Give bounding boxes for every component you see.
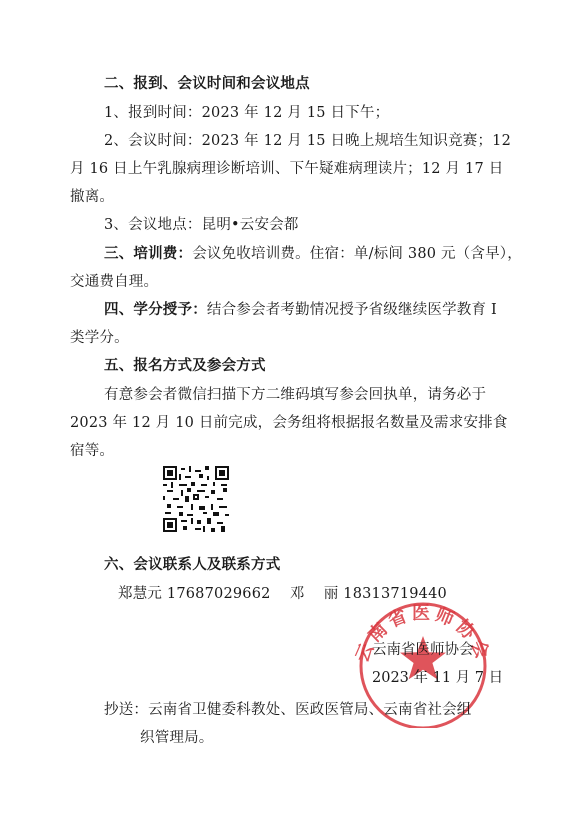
signature-org: 云南省医师协会 [372,642,474,658]
section-2-heading: 二、报到、会议时间和会议地点 [104,75,310,92]
contact-line: 郑慧元 17687029662 邓 丽 18313719440 [118,586,447,602]
signature-date: 2023 年 11 月 7 日 [372,670,504,686]
section-5-heading: 五、报名方式及参会方式 [104,357,266,374]
section-3-text: 会议免收培训费。住宿：单/标间 380 元（含早）， [192,246,522,262]
section-4-line-2: 类学分。 [70,330,129,346]
section-4-line-1 [104,300,554,320]
section-3-line-1 [104,244,554,264]
section-5-line-2: 2023 年 12 月 10 日前完成，会务组将根据报名数量及需求安排食 [70,415,508,431]
section-4-label: 四、学分授予： [104,301,207,318]
section-2-item-3: 3、会议地点：昆明•云安会都 [104,217,299,233]
section-5-line-1: 有意参会者微信扫描下方二维码填写参会回执单，请务必于 [104,387,487,403]
svg-text:云南省医师协会: 云南省医师协会 [351,603,495,666]
section-3-line-2: 交通费自理。 [70,274,159,290]
section-2-item-2-line-2: 月 16 日上午乳腺病理诊断培训、下午疑难病理读片；12 月 17 日 [70,161,504,177]
section-5-line-3: 宿等。 [70,443,115,459]
section-6-heading: 六、会议联系人及联系方式 [104,556,281,573]
section-2-item-1: 1、报到时间：2023 年 12 月 15 日下午； [104,105,390,121]
section-3-label: 三、培训费： [104,245,193,262]
section-2-item-2-line-3: 撤离。 [70,189,115,205]
qr-code[interactable] [163,466,229,532]
section-4-text: 结合参会者考勤情况授予省级继续医学教育 I [206,302,497,318]
cc-line-1: 抄送：云南省卫健委科教处、医政医管局、云南省社会组 [104,702,472,718]
cc-line-2: 织管理局。 [140,730,214,746]
section-2-item-2-line-1: 2、会议时间：2023 年 12 月 15 日晚上规培生知识竞赛；12 [104,133,512,149]
